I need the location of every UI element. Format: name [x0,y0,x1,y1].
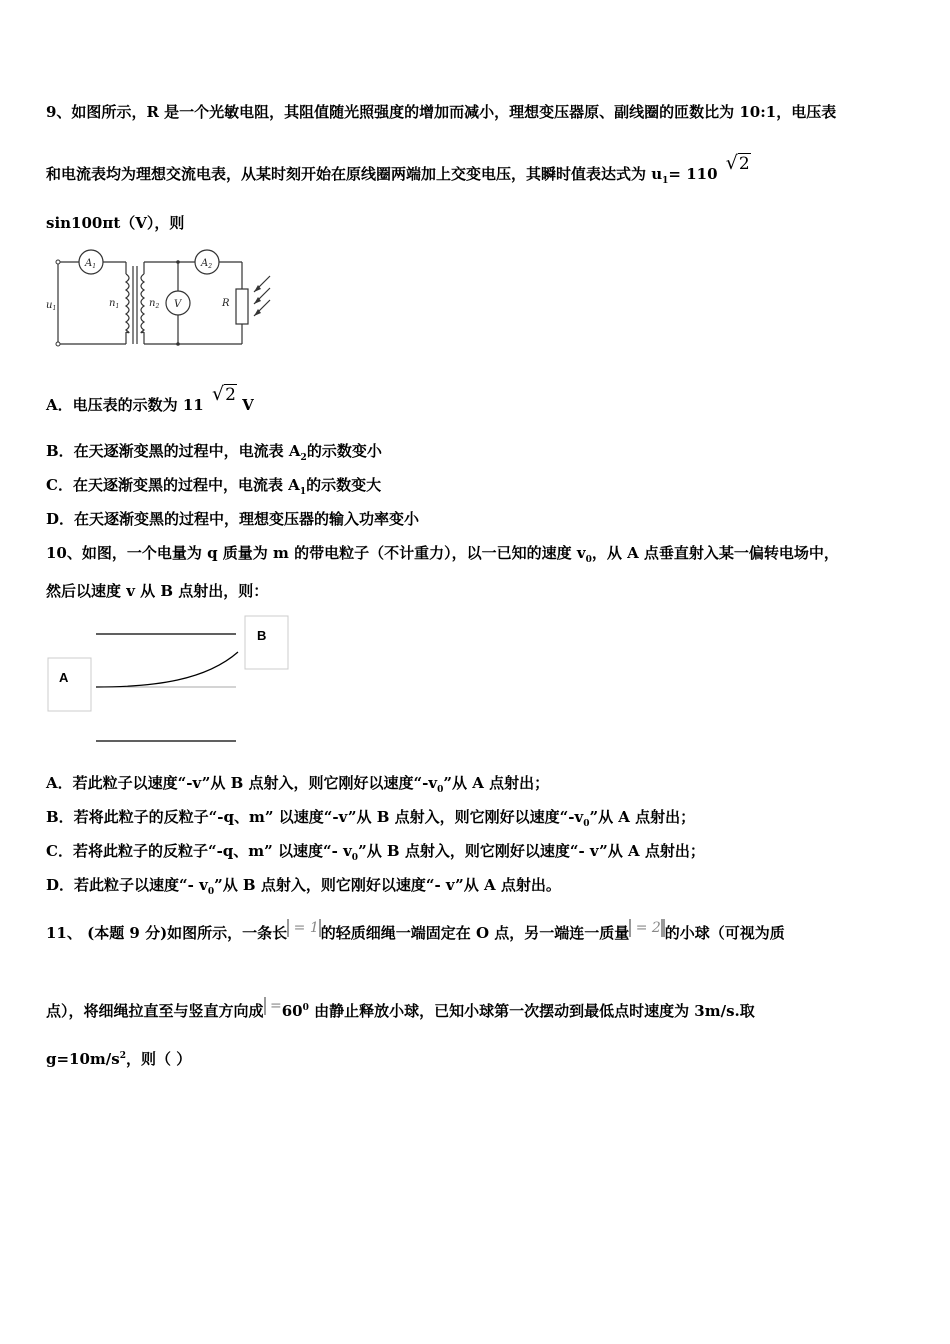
voltmeter-label: V [174,299,182,310]
n2-label: $n_2$ [149,298,160,310]
ammeter-a1-label: $A_1$ [85,258,97,270]
u1-label: $u_1$ [46,300,57,312]
q9-option-c: C．在天逐渐变黑的过程中，电流表 $A_1$的示数变大 [46,476,382,497]
q9-line1: 9、如图所示，R 是一个光敏电阻，其阻值随光照强度的增加而减小，理想变压器原、副线圈的匝数比为 10:1，电压表 [46,103,837,121]
q9-option-b: B．在天逐渐变黑的过程中，电流表 $A_2$的示数变小 [46,442,382,463]
ammeter-a2-label: $A_2$ [201,258,213,270]
q11-line2: 点），将细绳拉直至与竖直方向成 $=60^0$ 由静止释放小球，已知小球第一次摆动到最低点时速度为 3m/s.取 [46,998,755,1020]
sqrt-symbol: √2 [211,383,236,405]
q9-line3: sin100πt（V），则 [46,214,185,232]
resistor-label: R [222,298,230,309]
angle-expression: = [264,998,282,1014]
q9-option-a: A．电压表的示数为 11 √2 V [46,383,254,414]
q10-line2: 然后以速度 v 从 B 点射出，则： [46,582,269,600]
q10-option-c: C．若将此粒子的反粒子“-q、m” 以速度“- $v_0$”从 B 点射入，则它刚好以速度“- v”从 A 点射出； [46,842,705,863]
q10-option-b: B．若将此粒子的反粒子“-q、m” 以速度“-v”从 B 点射入，则它刚好以速度“$-v_0$”从 A 点射出； [46,808,696,829]
mass-expression: = 2 [629,920,665,936]
transformer-circuit-diagram [44,244,279,354]
q10-option-d: D．若此粒子以速度“- $v_0$”从 B 点射入，则它刚好以速度“- v”从 A 点射出。 [46,876,561,897]
q9-option-d: D．在天逐渐变黑的过程中，理想变压器的输入功率变小 [46,510,420,528]
length-expression: = 1 [287,920,321,936]
deflection-field-diagram [46,614,292,746]
q11-line1: 11、 (本题 9 分)如图所示，一条长 = 1 的轻质细绳一端固定在 O 点，另一端连一质量 = 2 的小球（可视为质 [46,920,785,942]
q11-line3: $g=10m/s^2$，则（ ） [46,1050,192,1068]
sqrt-symbol: √2 [725,152,750,174]
q9-line2: 和电流表均为理想交流电表，从某时刻开始在原线圈两端加上交变电压，其瞬时值表达式为 $u_1= 110$ √2 [46,152,750,186]
q10-option-a: A．若此粒子以速度“-v”从 B 点射入，则它刚好以速度“$-v_0$”从 A 点射出； [46,774,550,795]
point-a-label: A [59,670,69,685]
n1-label: $n_1$ [109,298,120,310]
point-b-label: B [257,628,267,643]
q10-line1: 10、如图，一个电量为 q 质量为 m 的带电粒子（不计重力），以一已知的速度 $v_0$，从 A 点垂直射入某一偏转电场中， [46,544,839,565]
